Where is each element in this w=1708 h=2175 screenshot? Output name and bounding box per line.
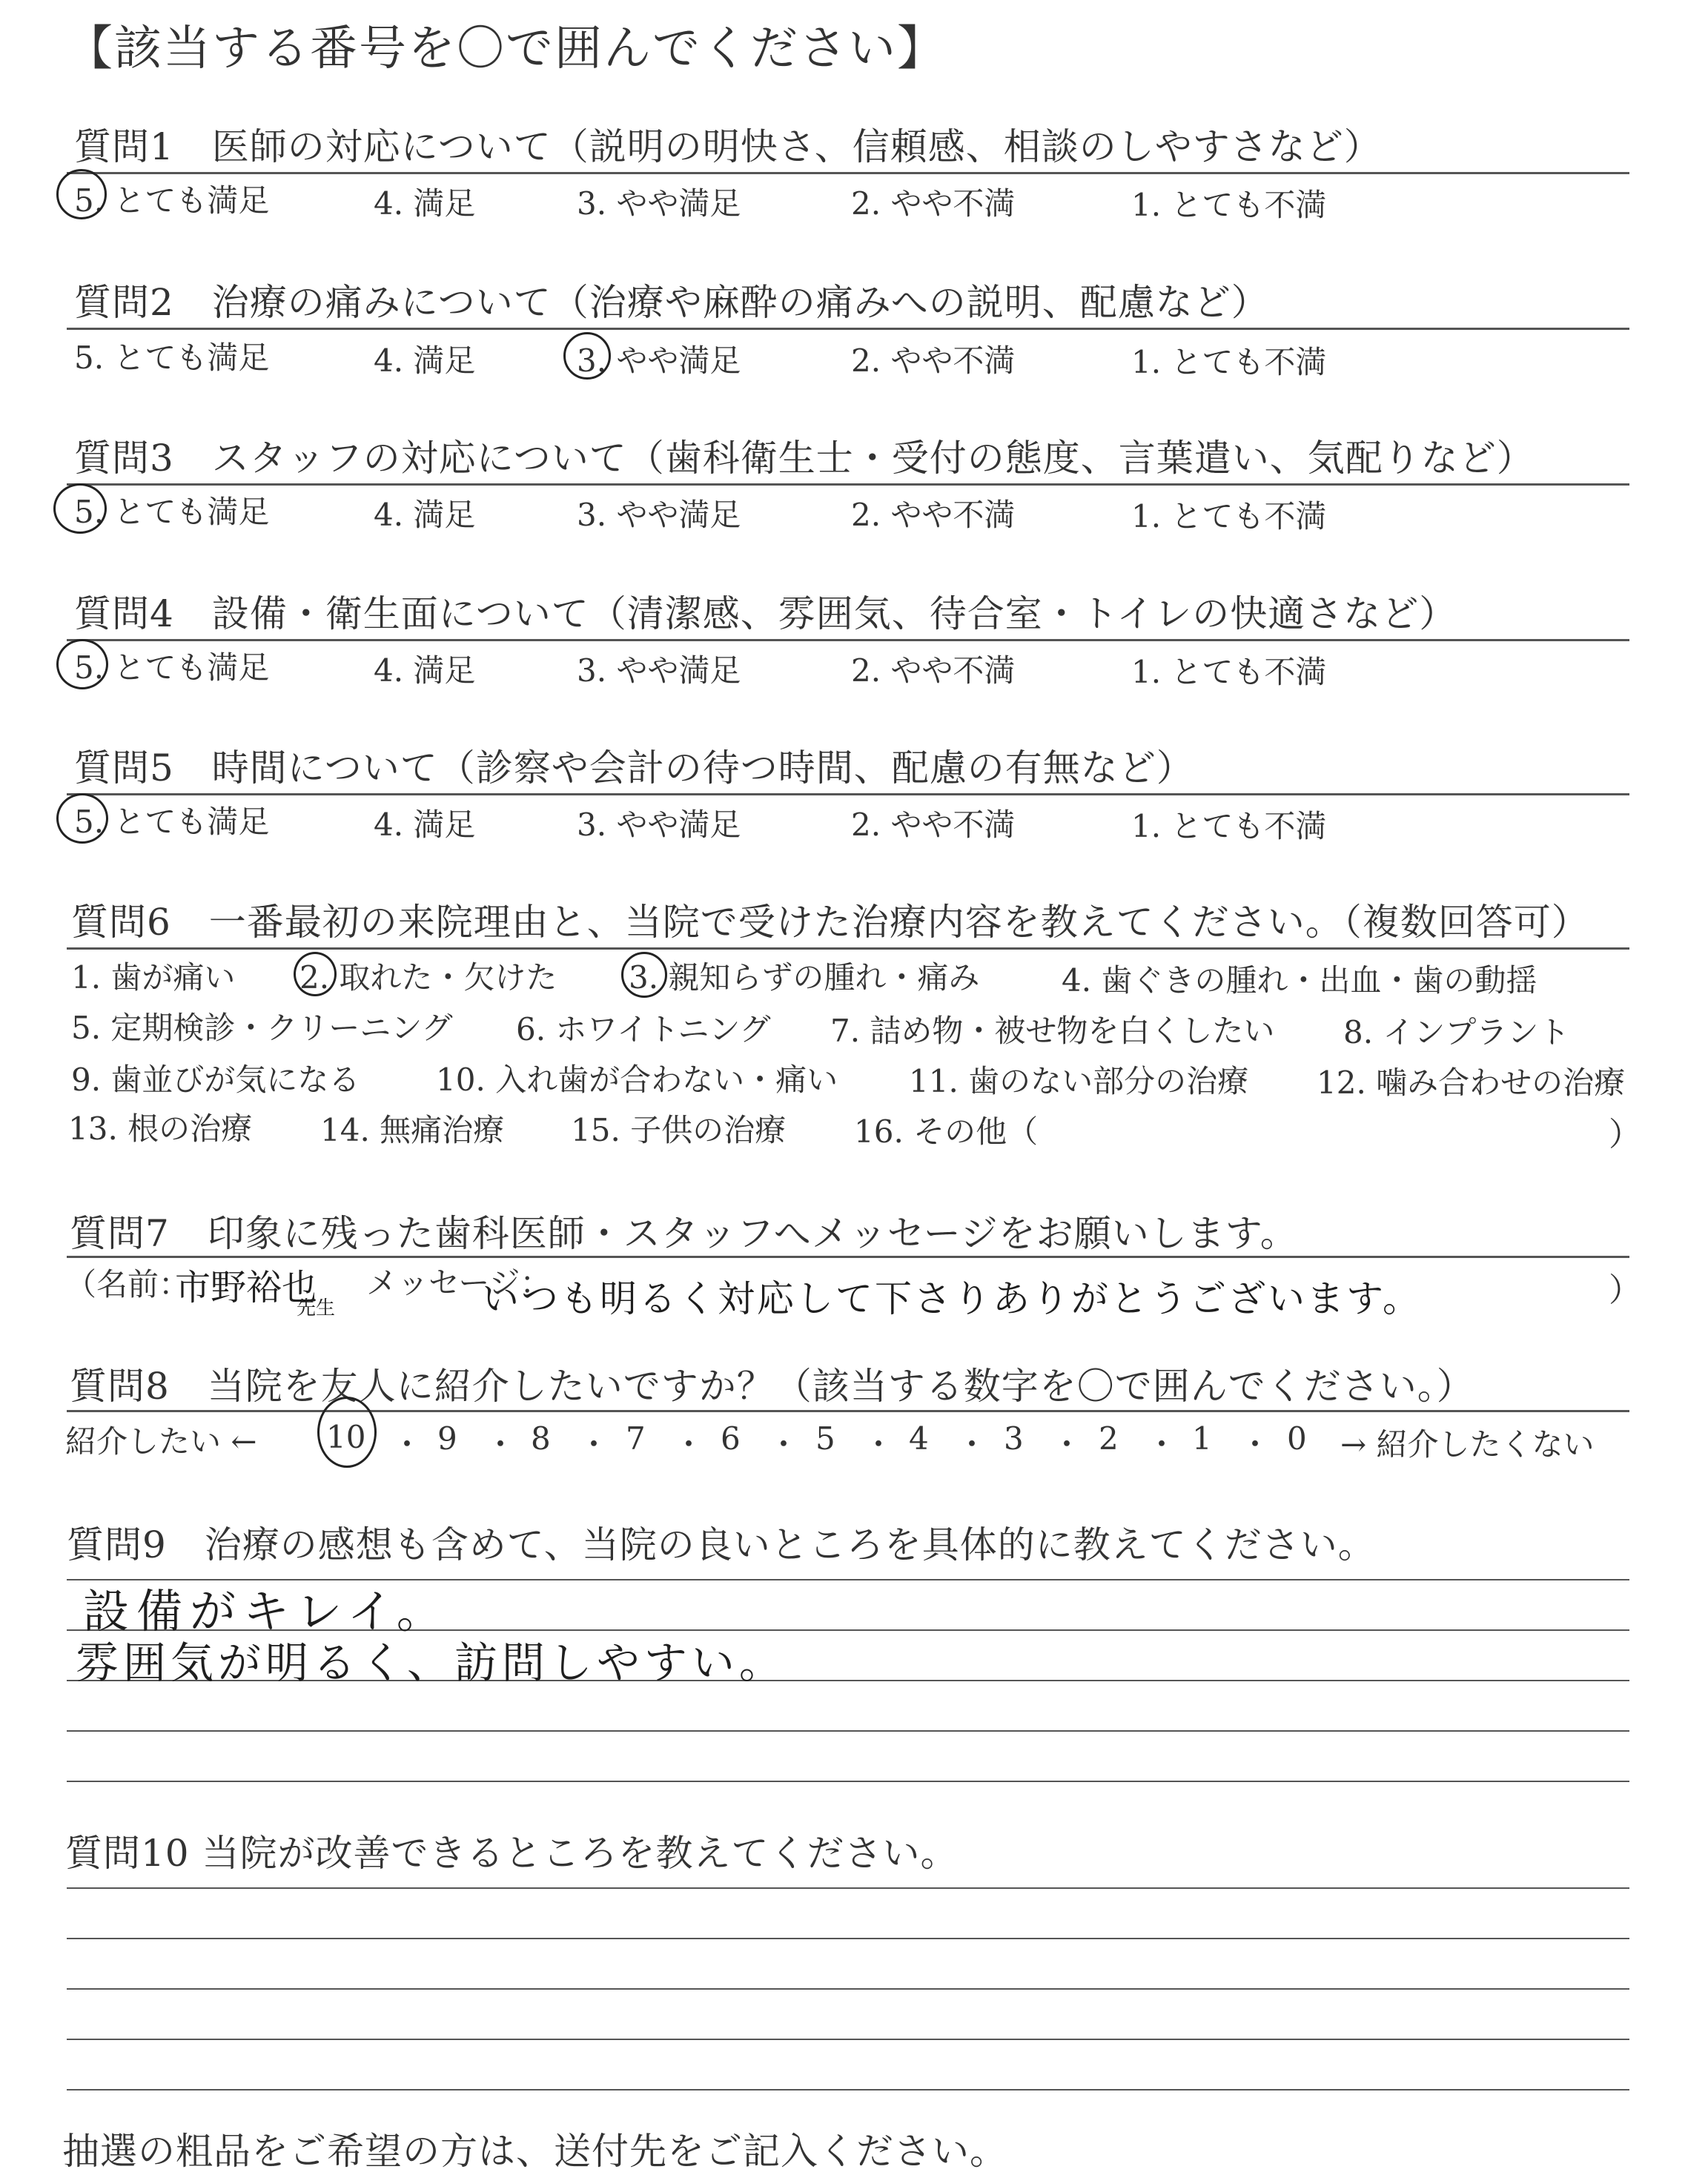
q2-label: 質問2 治療の痛みについて（治療や麻酔の痛みへの説明、配慮など） (74, 281, 1269, 324)
q6-selected-circle-3 (621, 952, 667, 998)
q8-scale-1[interactable]: 1 (1192, 1420, 1212, 1457)
q4-option-5[interactable]: 5. とても満足 (74, 649, 270, 686)
q8-dot: ・ (863, 1426, 895, 1463)
q8-dot: ・ (578, 1426, 610, 1463)
q9-answer-line-1: 設備がキレイ。 (83, 1584, 450, 1638)
q8-scale-3[interactable]: 3 (1004, 1420, 1024, 1457)
q6-option-13[interactable]: 13. 根の治療 (68, 1110, 253, 1147)
q8-dot: ・ (1146, 1426, 1178, 1463)
q6-option-7[interactable]: 7. 詰め物・被せ物を白くしたい (830, 1013, 1275, 1049)
q1-option-4[interactable]: 4. 満足 (374, 185, 476, 222)
q10-label: 質問10 当院が改善できるところを教えてください。 (65, 1832, 959, 1875)
q8-scale-6[interactable]: 6 (721, 1420, 741, 1457)
q5-option-1[interactable]: 1. とても不満 (1131, 808, 1327, 844)
q9-answer-line-2: 雰囲気が明るく、訪問しやすい。 (76, 1638, 787, 1688)
q1-option-3[interactable]: 3. やや満足 (577, 185, 741, 222)
q3-option-2[interactable]: 2. やや不満 (851, 497, 1016, 533)
q5-option-5[interactable]: 5. とても満足 (74, 804, 270, 840)
q2-rule (67, 328, 1629, 330)
page-title: 【該当する番号を〇で囲んでください】 (65, 21, 946, 76)
q1-option-1[interactable]: 1. とても不満 (1131, 187, 1327, 223)
q4-option-4[interactable]: 4. 満足 (374, 652, 476, 689)
q6-option-5[interactable]: 5. 定期検診・クリーニング (71, 1010, 453, 1046)
q6-selected-circle-2 (294, 952, 337, 996)
q6-option-6[interactable]: 6. ホワイトニング (516, 1011, 771, 1047)
q2-option-1[interactable]: 1. とても不満 (1131, 344, 1327, 380)
q7-name-value: 市野裕也 (175, 1267, 318, 1308)
q6-option-3[interactable]: 3. 親知らずの腫れ・痛み (629, 959, 980, 996)
q8-dot: ・ (956, 1426, 988, 1463)
q3-option-5[interactable]: 5. とても満足 (74, 494, 270, 530)
q8-scale-5[interactable]: 5 (815, 1420, 835, 1457)
q7-close-paren: ） (1609, 1271, 1641, 1309)
q8-selected-circle (317, 1397, 377, 1468)
q8-scale-2[interactable]: 2 (1099, 1420, 1119, 1457)
q2-option-5[interactable]: 5. とても満足 (74, 340, 270, 376)
q6-label: 質問6 一番最初の来院理由と、当院で受けた治療内容を教えてください。（複数回答可） (71, 901, 1589, 944)
q6-option-9[interactable]: 9. 歯並びが気になる (71, 1062, 360, 1098)
q1-label: 質問1 医師の対応について（説明の明快さ、信頼感、相談のしやすさなど） (74, 125, 1382, 168)
q6-option-8[interactable]: 8. インプラント (1343, 1014, 1570, 1050)
q7-name-label: （名前： (65, 1266, 191, 1302)
q1-selected-circle (56, 169, 107, 219)
q6-option-15[interactable]: 15. 子供の治療 (571, 1112, 787, 1148)
q4-option-2[interactable]: 2. やや不満 (851, 652, 1016, 689)
q8-dot: ・ (673, 1426, 705, 1463)
q8-scale-10[interactable]: 10 (326, 1419, 366, 1455)
q8-scale-4[interactable]: 4 (909, 1420, 929, 1457)
q1-option-2[interactable]: 2. やや不満 (851, 185, 1016, 222)
q5-option-2[interactable]: 2. やや不満 (851, 807, 1016, 843)
q8-left-label: 紹介したい ← (65, 1423, 257, 1460)
q6-option-1[interactable]: 1. 歯が痛い (71, 959, 236, 996)
q7-message-label: メッセージ： (366, 1265, 552, 1301)
q1-rule (67, 172, 1629, 174)
q6-option-11[interactable]: 11. 歯のない部分の治療 (909, 1063, 1249, 1099)
q3-label: 質問3 スタッフの対応について（歯科衛生士・受付の態度、言葉遣い、気配りなど） (74, 437, 1535, 480)
q7-honorific: 先生 (297, 1297, 336, 1320)
q8-label: 質問8 当院を友人に紹介したいですか？（該当する数字を〇で囲んでください。） (70, 1365, 1474, 1408)
q3-option-1[interactable]: 1. とても不満 (1131, 498, 1327, 534)
q7-label: 質問7 印象に残った歯科医師・スタッフへメッセージをお願いします。 (70, 1212, 1298, 1255)
q7-rule (67, 1256, 1629, 1258)
q1-option-5[interactable]: 5. とても満足 (74, 182, 270, 219)
q8-dot: ・ (1239, 1426, 1271, 1463)
q10-line (67, 2039, 1629, 2040)
q6-option-12[interactable]: 12. 噛み合わせの治療 (1317, 1065, 1626, 1101)
q8-dot: ・ (391, 1426, 423, 1463)
q9-line (67, 1781, 1629, 1782)
q8-right-label: → 紹介したくない (1340, 1426, 1595, 1463)
q8-scale-8[interactable]: 8 (531, 1420, 551, 1457)
q4-selected-circle (56, 639, 108, 689)
q5-selected-circle (56, 793, 108, 844)
q2-option-4[interactable]: 4. 満足 (374, 342, 476, 379)
q2-selected-circle (563, 332, 611, 380)
q10-line (67, 2089, 1629, 2090)
q6-option-10[interactable]: 10. 入れ歯が合わない・痛い (436, 1062, 838, 1098)
q8-scale-7[interactable]: 7 (626, 1420, 646, 1457)
q8-dot: ・ (768, 1426, 800, 1463)
q6-other-close-paren: ） (1609, 1116, 1641, 1153)
q8-scale-9[interactable]: 9 (437, 1420, 457, 1457)
q8-rule (67, 1410, 1629, 1412)
q10-line (67, 1988, 1629, 1990)
footer-text: 抽選の粗品をご希望の方は、送付先をご記入ください。 (62, 2130, 1007, 2173)
q6-option-4[interactable]: 4. 歯ぐきの腫れ・出血・歯の動揺 (1062, 962, 1537, 999)
q3-option-4[interactable]: 4. 満足 (374, 497, 476, 533)
q3-option-3[interactable]: 3. やや満足 (577, 497, 741, 533)
q9-label: 質問9 治療の感想も含めて、当院の良いところを具体的に教えてください。 (67, 1523, 1376, 1566)
q7-message-value: いつも明るく対応して下さりありがとうございます。 (482, 1277, 1422, 1320)
q2-option-3[interactable]: 3. やや満足 (577, 342, 741, 379)
q2-option-2[interactable]: 2. やや不満 (851, 342, 1016, 379)
q4-rule (67, 639, 1629, 641)
q5-option-4[interactable]: 4. 満足 (374, 807, 476, 843)
q8-scale-0[interactable]: 0 (1287, 1420, 1307, 1457)
q10-line (67, 1938, 1629, 1939)
q5-label: 質問5 時間について（診察や会計の待つ時間、配慮の有無など） (74, 746, 1194, 789)
q9-line (67, 1730, 1629, 1732)
q8-dot: ・ (1051, 1426, 1083, 1463)
q3-rule (67, 483, 1629, 486)
q10-line (67, 1887, 1629, 1889)
q3-selected-circle (53, 483, 107, 534)
q5-rule (67, 793, 1629, 795)
q4-label: 質問4 設備・衛生面について（清潔感、雰囲気、待合室・トイレの快適さなど） (74, 592, 1457, 635)
q5-option-3[interactable]: 3. やや満足 (577, 807, 741, 843)
q6-option-16[interactable]: 16. その他（ (854, 1113, 1039, 1150)
q4-option-3[interactable]: 3. やや満足 (577, 652, 741, 689)
q8-dot: ・ (485, 1426, 517, 1463)
q6-rule (67, 947, 1629, 950)
q6-option-2[interactable]: 2. 取れた・欠けた (299, 959, 557, 996)
q4-option-1[interactable]: 1. とても不満 (1131, 654, 1327, 690)
q6-option-14[interactable]: 14. 無痛治療 (320, 1112, 505, 1148)
